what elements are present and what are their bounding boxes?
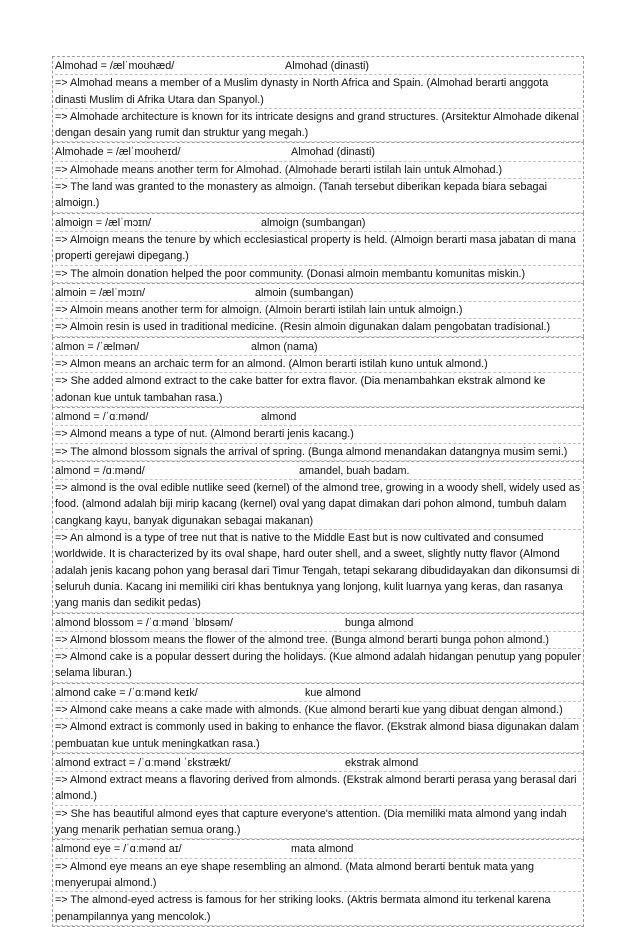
entry-example: => Almond extract is commonly used in baking to enhance the flavor. (Ekstrak almond biasa digunakan dalam pembuatan kue untuk meningkatkan rasa.) bbox=[55, 719, 581, 753]
entry-translation: bunga almond bbox=[345, 616, 414, 629]
entry-translation: Almohad (dinasti) bbox=[285, 60, 370, 72]
entry-headword: almond extract = /ˈɑːmənd ˈɛkstrækt/ bbox=[55, 756, 231, 769]
entry-example: => Almohad means a member of a Muslim dynasty in North Africa and Spain. (Almohad berarti anggota dinasti Muslim di Afrika Utara dan Spanyol.) bbox=[55, 75, 581, 109]
entry-header bbox=[55, 755, 581, 772]
entry-header bbox=[55, 215, 581, 232]
entry-headword: almond = /ˈɑːmənd/ bbox=[55, 410, 149, 423]
entry-example: => Almond eye means an eye shape resembling an almond. (Mata almond berarti bentuk mata yang menyerupai almond.) bbox=[55, 859, 581, 893]
entry-example: => An almond is a type of tree nut that is native to the Middle East but is now cultivated and consumed worldwide. It is characterized by its oval shape, hard outer shell, and a sweet, slightly nutty flavor (Almond adalah jenis kacang pohon yang berasal dari Timur Tengah, tetapi sekarang dibudidayakan dan dikonsumsi di seluruh dunia. Kacang ini memiliki ciri khas bentuknya yang lonjong, kulit luarnya yang keras, dan rasanya yang manis dan sedikit pedas) bbox=[55, 530, 581, 612]
entry-header bbox=[55, 285, 581, 302]
entry-header bbox=[55, 615, 581, 632]
entry-translation: almoin (sumbangan) bbox=[255, 286, 354, 299]
dictionary-entry bbox=[52, 56, 584, 142]
entry-header bbox=[55, 339, 581, 356]
entry-translation: amandel, buah badam. bbox=[299, 464, 410, 477]
dictionary-entry bbox=[52, 839, 584, 926]
entry-translation: almon (nama) bbox=[251, 340, 318, 353]
entry-example: => Almond means a type of nut. (Almond berarti jenis kacang.) bbox=[55, 426, 581, 443]
entry-headword: Almohade = /ælˈmoʊheɪd/ bbox=[55, 146, 181, 159]
entry-headword: Almohad = /ælˈmoʊhæd/ bbox=[55, 60, 175, 72]
dictionary-entry bbox=[52, 753, 584, 839]
entry-header bbox=[55, 685, 581, 702]
entry-headword: almond cake = /ˈɑːmənd keɪk/ bbox=[55, 686, 198, 699]
dictionary-entry bbox=[52, 461, 584, 613]
entry-headword: almond blossom = /ˈɑːmənd ˈblɒsəm/ bbox=[55, 616, 233, 629]
entry-example: => Almond cake means a cake made with almonds. (Kue almond berarti kue yang dibuat dengan almond.) bbox=[55, 702, 581, 719]
entry-translation: almond bbox=[261, 410, 297, 423]
entry-example: => She added almond extract to the cake batter for extra flavor. (Dia menambahkan ekstrak almond ke adonan kue untuk tambahan rasa.) bbox=[55, 373, 581, 407]
entry-header bbox=[55, 58, 581, 75]
entry-example: => Almon means an archaic term for an almond. (Almon berarti istilah kuno untuk almond.) bbox=[55, 356, 581, 373]
entry-example: => The almoin donation helped the poor community. (Donasi almoin membantu komunitas miskin.) bbox=[55, 266, 581, 283]
entry-example: => Almoign means the tenure by which ecclesiastical property is held. (Almoign berarti masa jabatan di mana properti gerejawi dipegang.) bbox=[55, 232, 581, 266]
entry-header bbox=[55, 463, 581, 480]
entry-headword: almond eye = /ˈɑːmənd aɪ/ bbox=[55, 843, 182, 856]
entry-translation: ekstrak almond bbox=[345, 756, 419, 769]
dictionary-entry bbox=[52, 283, 584, 337]
entry-example: => The almond blossom signals the arrival of spring. (Bunga almond menandakan datangnya musim semi.) bbox=[55, 444, 581, 461]
entry-translation: almoign (sumbangan) bbox=[261, 216, 366, 229]
entry-example: => almond is the oval edible nutlike seed (kernel) of the almond tree, growing in a woody shell, widely used as food. (almond adalah biji mirip kacang (kernel) oval yang dapat dimakan dari pohon almond, tumbuh dalam cangkang kayu, banyak digunakan sebagai makanan) bbox=[55, 480, 581, 530]
entry-example: => Almohade architecture is known for its intricate designs and grand structures. (Arsitektur Almohade dikenal dengan desain yang rumit dan struktur yang megah.) bbox=[55, 109, 581, 143]
entry-headword: almoign = /ælˈmɔɪn/ bbox=[55, 216, 151, 229]
dictionary-entry bbox=[52, 407, 584, 461]
entry-example: => She has beautiful almond eyes that capture everyone's attention. (Dia memiliki mata almond yang indah yang menarik perhatian semua orang.) bbox=[55, 806, 581, 840]
entry-translation: kue almond bbox=[305, 686, 361, 699]
entry-example: => Almoin resin is used in traditional medicine. (Resin almoin digunakan dalam pengobatan tradisional.) bbox=[55, 319, 581, 336]
dictionary-entry bbox=[52, 683, 584, 753]
entry-header bbox=[55, 409, 581, 426]
dictionary-entry bbox=[52, 613, 584, 683]
entry-example: => Almohade means another term for Almohad. (Almohade berarti istilah lain untuk Almohad.) bbox=[55, 162, 581, 179]
entry-translation: mata almond bbox=[291, 843, 354, 856]
dictionary-page bbox=[52, 56, 584, 927]
entry-translation: Almohad (dinasti) bbox=[291, 146, 376, 159]
entry-headword: almon = /ˈælmən/ bbox=[55, 340, 140, 353]
entry-example: => Almond blossom means the flower of the almond tree. (Bunga almond berarti bunga pohon almond.) bbox=[55, 632, 581, 649]
entry-example: => The land was granted to the monastery as almoign. (Tanah tersebut diberikan kepada biara sebagai almoign.) bbox=[55, 179, 581, 213]
entry-example: => Almond cake is a popular dessert during the holidays. (Kue almond adalah hidangan penutup yang populer selama liburan.) bbox=[55, 649, 581, 683]
entry-header bbox=[55, 841, 581, 858]
dictionary-entry bbox=[52, 337, 584, 407]
dictionary-entry bbox=[52, 213, 584, 283]
entry-example: => The almond-eyed actress is famous for her striking looks. (Aktris bermata almond itu terkenal karena penampilannya yang mencolok.) bbox=[55, 892, 581, 926]
entry-headword: almond = /ɑːmənd/ bbox=[55, 464, 145, 477]
entry-headword: almoin = /ælˈmɔɪn/ bbox=[55, 286, 145, 299]
entry-header bbox=[55, 144, 581, 161]
entry-example: => Almoin means another term for almoign. (Almoin berarti istilah lain untuk almoign.) bbox=[55, 302, 581, 319]
entry-example: => Almond extract means a flavoring derived from almonds. (Ekstrak almond berarti perasa yang berasal dari almond.) bbox=[55, 772, 581, 806]
dictionary-entry bbox=[52, 142, 584, 212]
